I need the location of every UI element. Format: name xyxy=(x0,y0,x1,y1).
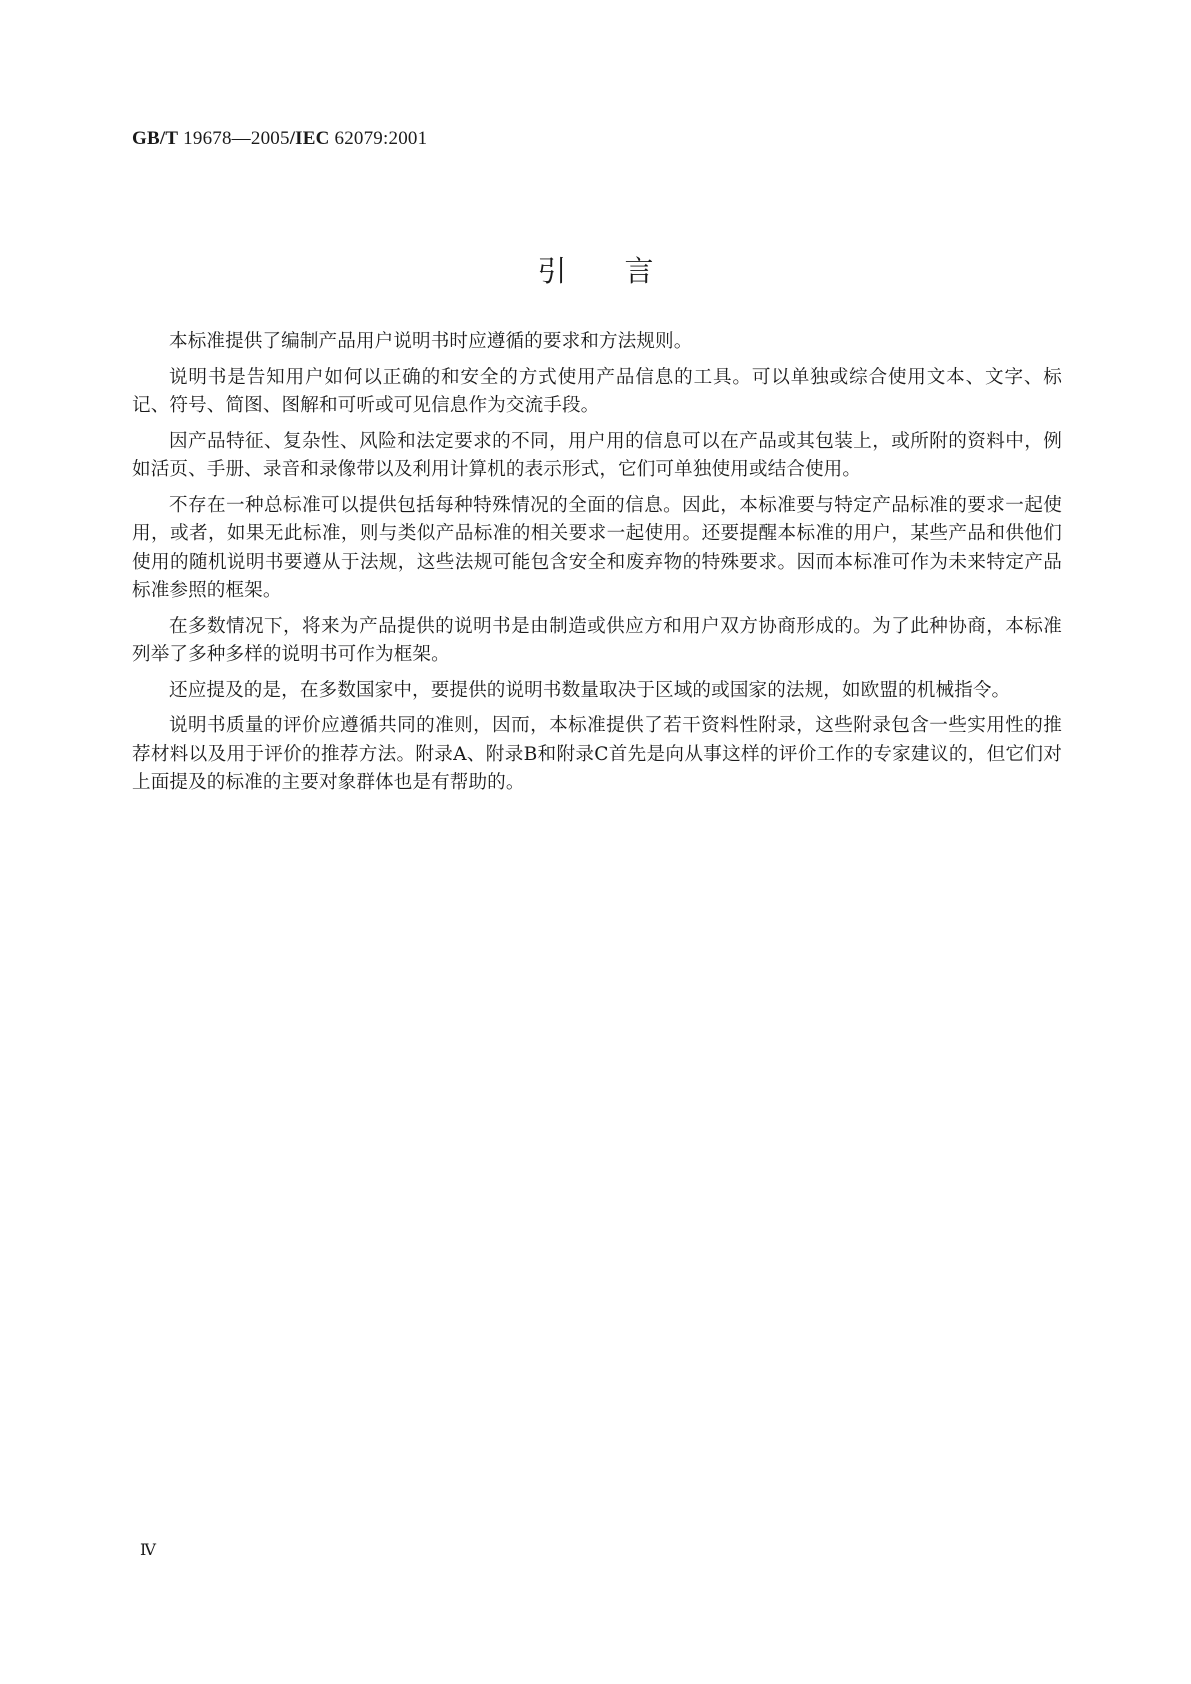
paragraph-5: 在多数情况下，将来为产品提供的说明书是由制造或供应方和用户双方协商形成的。为了此种协商，本标准列举了多种多样的说明书可作为框架。 xyxy=(132,615,1062,665)
paragraph-4: 不存在一种总标准可以提供包括每种特殊情况的全面的信息。因此，本标准要与特定产品标准的要求一起使用，或者，如果无此标准，则与类似产品标准的相关要求一起使用。还要提醒本标准的用户，某些产品和供他们使用的随机说明书要遵从于法规，这些法规可能包含安全和废弃物的特殊要求。因而本标准可作为未来特定产品标准参照的框架。 xyxy=(132,494,1062,601)
standard-separator: — xyxy=(231,128,251,149)
paragraph-3: 因产品特征、复杂性、风险和法定要求的不同，用户用的信息可以在产品或其包装上，或所附的资料中，例如活页、手册、录音和录像带以及利用计算机的表示形式，它们可单独使用或结合使用。 xyxy=(132,430,1062,480)
standard-year: 2005 xyxy=(250,128,290,149)
paragraph-1: 本标准提供了编制产品用户说明书时应遵循的要求和方法规则。 xyxy=(169,331,693,352)
introduction-body xyxy=(132,328,1062,805)
page-title: 引言 xyxy=(537,254,712,289)
iec-number: 62079:2001 xyxy=(329,128,428,149)
page-number: Ⅳ xyxy=(140,1542,156,1559)
iec-prefix: IEC xyxy=(295,128,330,149)
paragraph-2: 说明书是告知用户如何以正确的和安全的方式使用产品信息的工具。可以单独或综合使用文本、文字、标记、符号、简图、图解和可听或可见信息作为交流手段。 xyxy=(132,366,1062,416)
standard-prefix: GB/T xyxy=(132,128,179,149)
paragraph-7: 说明书质量的评价应遵循共同的准则，因而，本标准提供了若干资料性附录，这些附录包含一些实用性的推荐材料以及用于评价的推荐方法。附录A、附录B和附录C首先是向从事这样的评价工作的专家建议的，但它们对上面提及的标准的主要对象群体也是有帮助的。 xyxy=(132,715,1062,793)
standard-number-header xyxy=(132,128,427,150)
standard-slash: / xyxy=(289,128,296,149)
standard-number: 19678 xyxy=(178,128,232,149)
paragraph-6: 还应提及的是，在多数国家中，要提供的说明书数量取决于区域的或国家的法规，如欧盟的机械指令。 xyxy=(169,679,1011,701)
